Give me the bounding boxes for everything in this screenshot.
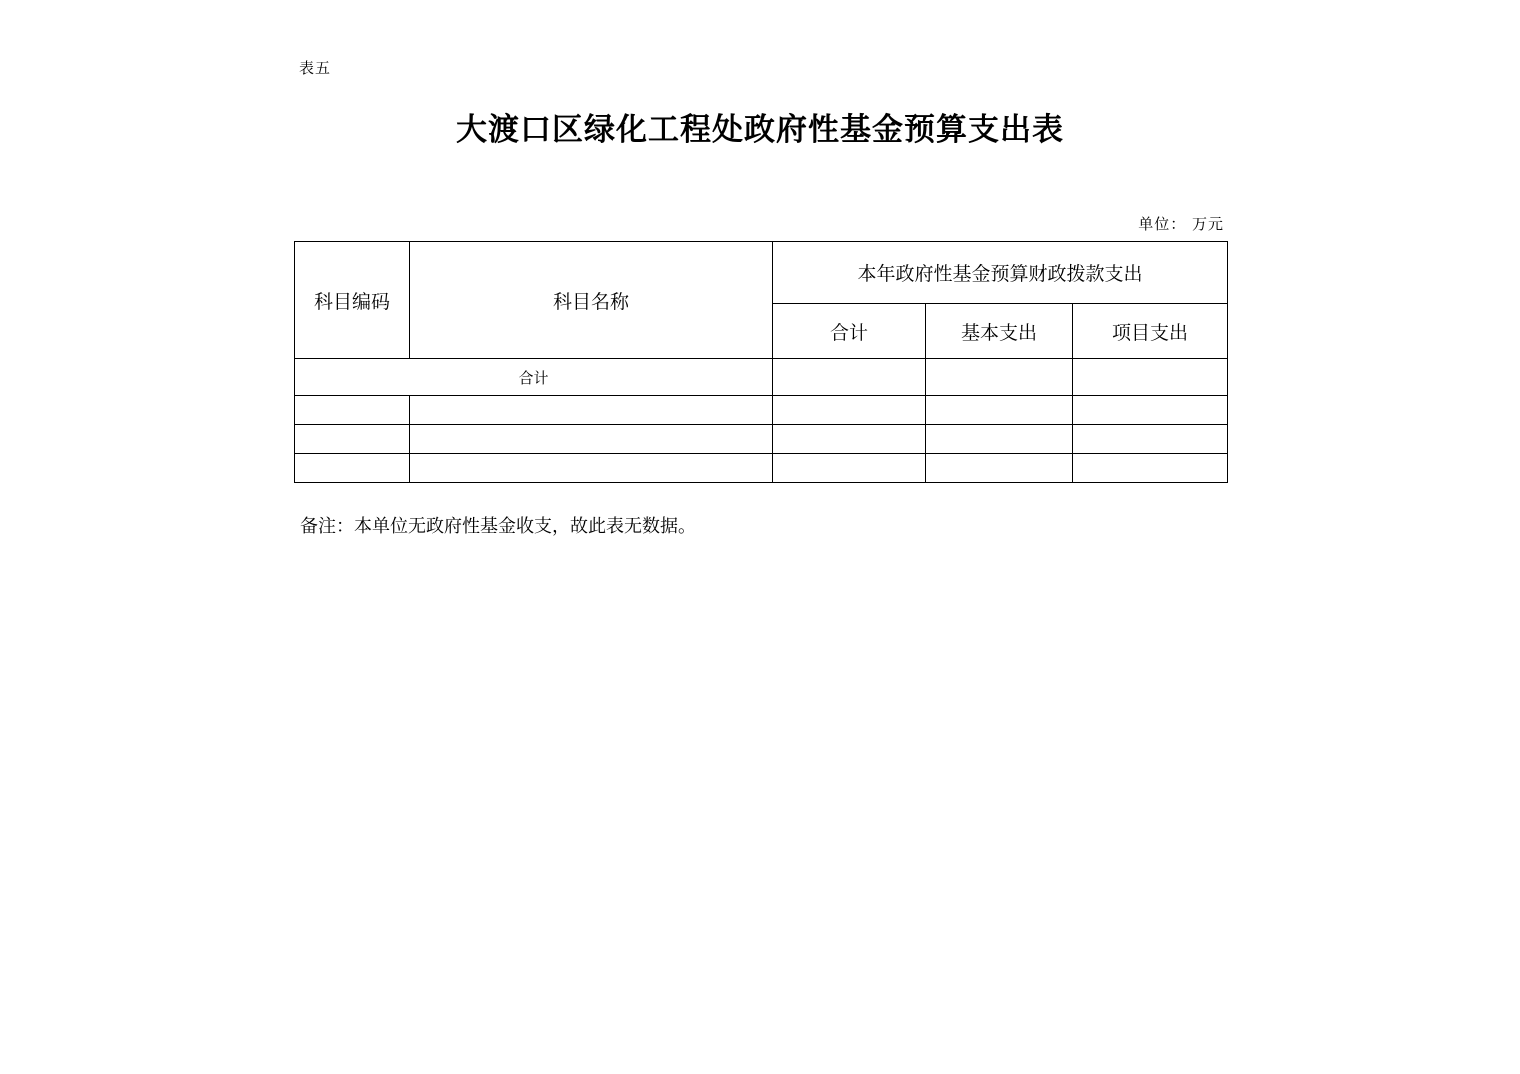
document-title: 大渡口区绿化工程处政府性基金预算支出表 — [456, 112, 1064, 148]
table-row — [295, 454, 1228, 483]
row-basic — [926, 454, 1073, 483]
row-name — [410, 396, 773, 425]
header-basic: 基本支出 — [926, 304, 1073, 359]
row-project — [1073, 396, 1228, 425]
row-project — [1073, 425, 1228, 454]
unit-label: 单位： 万元 — [1138, 215, 1224, 233]
row-total — [773, 425, 926, 454]
total-row-project — [1073, 359, 1228, 396]
row-code — [295, 454, 410, 483]
row-code — [295, 396, 410, 425]
total-row-total — [773, 359, 926, 396]
total-row-label: 合计 — [295, 359, 773, 396]
table-row — [295, 396, 1228, 425]
row-code — [295, 425, 410, 454]
header-code: 科目编码 — [295, 242, 410, 359]
total-row-basic — [926, 359, 1073, 396]
total-row — [295, 359, 1228, 396]
header-row-1 — [295, 242, 1228, 304]
header-project: 项目支出 — [1073, 304, 1228, 359]
header-total: 合计 — [773, 304, 926, 359]
header-name: 科目名称 — [410, 242, 773, 359]
header-group: 本年政府性基金预算财政拨款支出 — [773, 242, 1228, 304]
table-row — [295, 425, 1228, 454]
document-label: 表五 — [299, 59, 332, 77]
row-total — [773, 454, 926, 483]
row-basic — [926, 425, 1073, 454]
row-name — [410, 454, 773, 483]
row-name — [410, 425, 773, 454]
row-basic — [926, 396, 1073, 425]
remark-note: 备注：本单位无政府性基金收支，故此表无数据。 — [300, 516, 696, 537]
row-total — [773, 396, 926, 425]
budget-table — [294, 241, 1228, 483]
row-project — [1073, 454, 1228, 483]
